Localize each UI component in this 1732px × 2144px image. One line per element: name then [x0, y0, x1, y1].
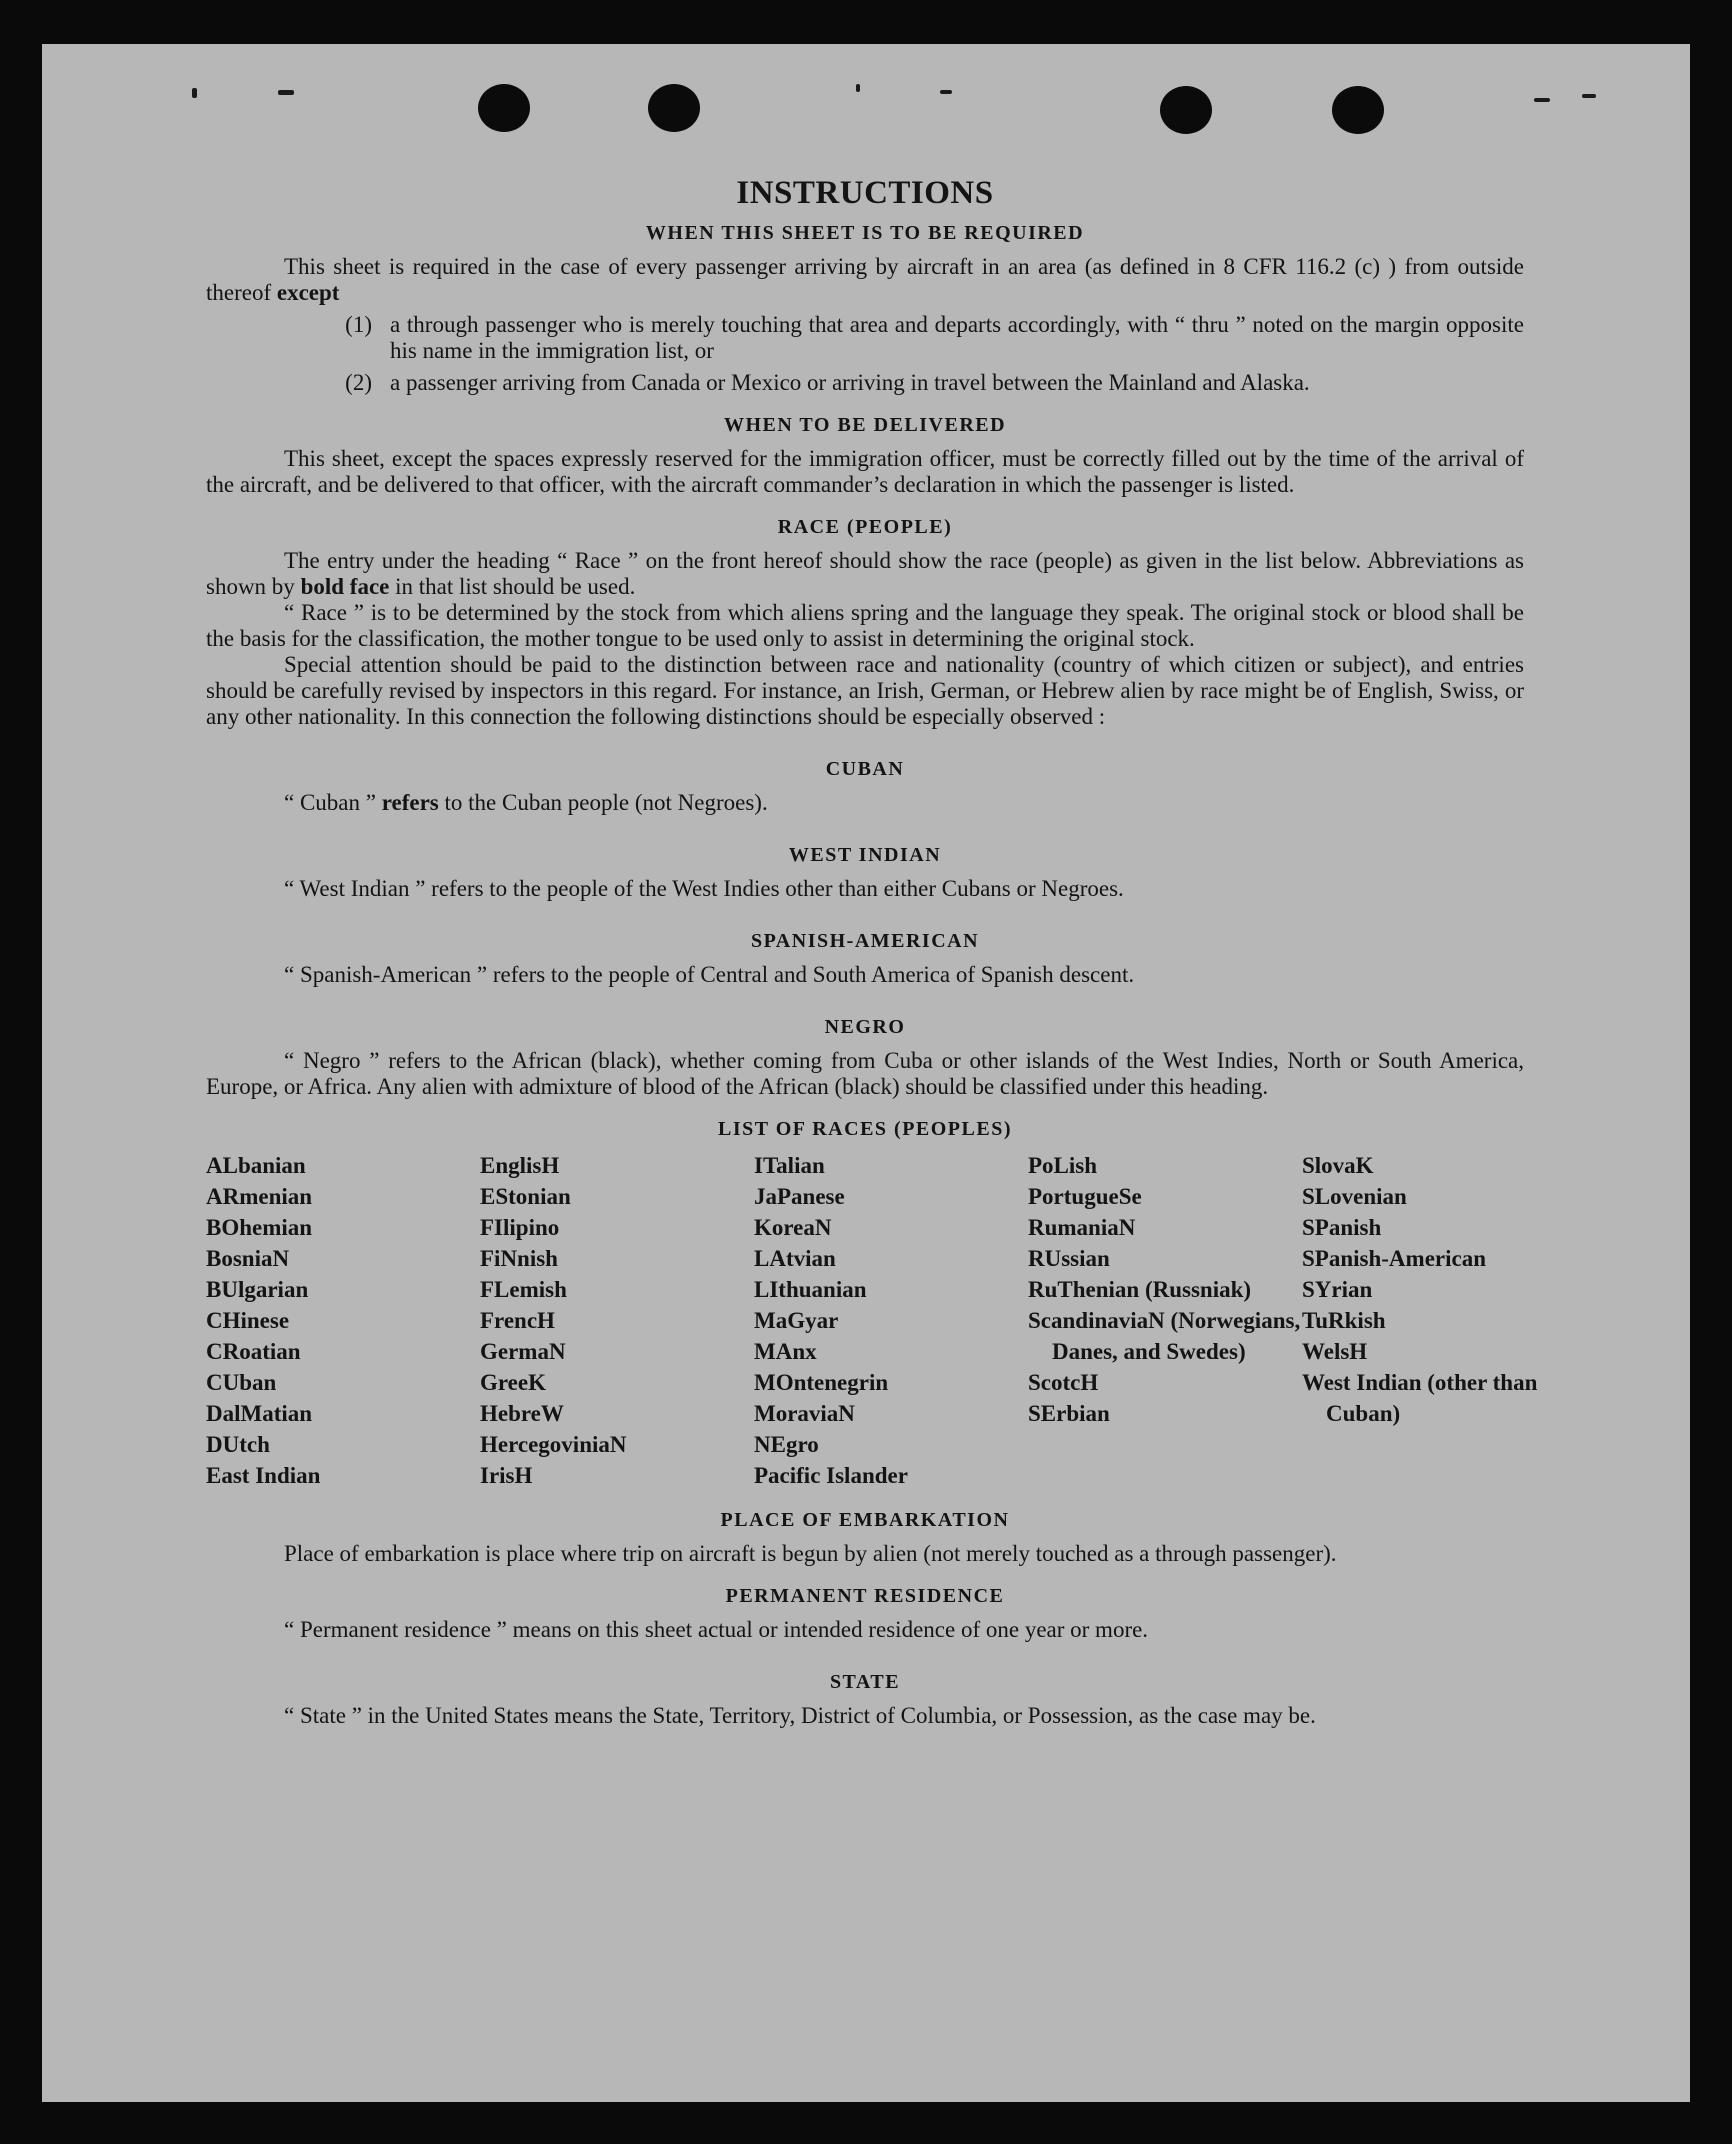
exception-item: (2) a passenger arriving from Canada or Mexico or arriving in travel between the Mainland and Alaska.: [345, 370, 1310, 395]
race-entry: Pacific Islander: [754, 1463, 908, 1488]
embarkation-text: Place of embarkation is place where trip on aircraft is begun by alien (not merely touched as a through passenger).: [284, 1541, 1337, 1566]
race-entry: KoreaN: [754, 1215, 832, 1240]
race-entry: GreeK: [480, 1370, 546, 1395]
west-indian-text: “ West Indian ” refers to the people of the West Indies other than either Cubans or Negroes.: [284, 876, 1124, 901]
race-entry: BosniaN: [206, 1246, 290, 1271]
exception-item: (1) a through passenger who is merely touching that area and departs accordingly, with “ thru ” noted on the margin opposite his name in the immigration list, or: [345, 312, 1524, 363]
race-entry: ScandinaviaN (Norwegians, Danes, and Swedes): [1028, 1308, 1301, 1364]
negro-text: “ Negro ” refers to the African (black), whether coming from Cuba or other islands of the West Indies, North or South America, Europe, or Africa. Any alien with admixture of blood of the African (black) should be classified under this heading.: [206, 1048, 1524, 1099]
race-entry: RuThenian (Russniak): [1028, 1277, 1252, 1302]
mark: [192, 88, 197, 98]
race-entry: EStonian: [480, 1184, 571, 1209]
race-entry: ARmenian: [206, 1184, 313, 1209]
race-entry: ALbanian: [206, 1153, 306, 1178]
race-entry: IrisH: [480, 1463, 533, 1488]
race-entry: MoraviaN: [754, 1401, 855, 1426]
mark: [856, 84, 860, 92]
race-entry: SYrian: [1302, 1277, 1373, 1302]
mark: [940, 90, 952, 94]
race-entry: MAnx: [754, 1339, 817, 1364]
residence-text: “ Permanent residence ” means on this sheet actual or intended residence of one year or more.: [284, 1617, 1149, 1642]
race-column: [206, 1150, 480, 1491]
race-entry: SPanish-American: [1302, 1246, 1486, 1271]
race-paragraph: “ Race ” is to be determined by the stock from which aliens spring and the language they speak. The original stock or blood shall be the basis for the classification, the mother tongue to be used only to assist in determining the original stock.: [206, 600, 1524, 651]
page-title: INSTRUCTIONS: [736, 175, 994, 211]
race-entry: DUtch: [206, 1432, 270, 1457]
race-entry: NEgro: [754, 1432, 819, 1457]
race-entry: CUban: [206, 1370, 277, 1395]
race-entry: RumaniaN: [1028, 1215, 1136, 1240]
race-entry: East Indian: [206, 1463, 321, 1488]
heading-permanent-residence: PERMANENT RESIDENCE: [725, 1585, 1005, 1607]
race-entry: FIlipino: [480, 1215, 560, 1240]
race-column: [480, 1150, 754, 1491]
spanish-american-text: “ Spanish-American ” refers to the people of Central and South America of Spanish descent.: [284, 962, 1135, 987]
race-entry: PoLish: [1028, 1153, 1098, 1178]
race-entry: West Indian (other than Cuban): [1302, 1370, 1538, 1426]
race-entry: HebreW: [480, 1401, 564, 1426]
punch-hole: [478, 84, 530, 132]
race-entry: MaGyar: [754, 1308, 839, 1333]
race-entry: CHinese: [206, 1308, 290, 1333]
race-entry: LAtvian: [754, 1246, 836, 1271]
race-entry: JaPanese: [754, 1184, 845, 1209]
race-entry: SLovenian: [1302, 1184, 1407, 1209]
race-paragraph: Special attention should be paid to the distinction between race and nationality (country of which citizen or subject), and entries should be carefully revised by inspectors in this regard. For instance, an Irish, German, or Hebrew alien by race might be of English, Swiss, or any other nationality. In this connection the following distinctions should be especially observed :: [206, 652, 1524, 729]
race-paragraph: The entry under the heading “ Race ” on the front hereof should show the race (people) as given in the list below. Abbreviations as shown by bold face in that list should be used.: [206, 548, 1524, 599]
race-entry: MOntenegrin: [754, 1370, 889, 1395]
race-entry: BOhemian: [206, 1215, 313, 1240]
race-entry: SlovaK: [1302, 1153, 1374, 1178]
race-entry: FrencH: [480, 1308, 555, 1333]
heading-when-required: WHEN THIS SHEET IS TO BE REQUIRED: [645, 222, 1085, 244]
punch-hole: [1160, 86, 1212, 134]
race-column: [1302, 1150, 1576, 1491]
required-intro: This sheet is required in the case of every passenger arriving by aircraft in an area (as defined in 8 CFR 116.2 (c) ) from outside thereof except: [206, 254, 1524, 305]
heading-place-of-embarkation: PLACE OF EMBARKATION: [720, 1509, 1010, 1531]
heading-negro: NEGRO: [824, 1016, 906, 1038]
document-page: [42, 44, 1690, 2102]
race-column: [1028, 1150, 1302, 1491]
heading-spanish-american: SPANISH-AMERICAN: [750, 930, 980, 952]
race-entry: HercegoviniaN: [480, 1432, 627, 1457]
heading-list-of-races: LIST OF RACES (PEOPLES): [717, 1118, 1012, 1140]
race-list: [206, 1150, 1538, 1491]
race-column: [754, 1150, 1028, 1491]
race-entry: WelsH: [1302, 1339, 1368, 1364]
race-entry: GermaN: [480, 1339, 566, 1364]
punch-hole: [648, 84, 700, 132]
race-entry: ITalian: [754, 1153, 825, 1178]
heading-race: RACE (PEOPLE): [777, 516, 953, 538]
race-entry: CRoatian: [206, 1339, 301, 1364]
heading-when-delivered: WHEN TO BE DELIVERED: [723, 414, 1007, 436]
race-entry: EnglisH: [480, 1153, 560, 1178]
punch-hole: [1332, 86, 1384, 134]
race-entry: DalMatian: [206, 1401, 313, 1426]
state-text: “ State ” in the United States means the State, Territory, District of Columbia, or Possession, as the case may be.: [284, 1703, 1316, 1728]
delivered-text: This sheet, except the spaces expressly reserved for the immigration officer, must be correctly filled out by the time of the arrival of the aircraft, and be delivered to that officer, with the aircraft commander’s declaration in which the passenger is listed.: [206, 446, 1524, 497]
race-entry: PortugueSe: [1028, 1184, 1142, 1209]
race-entry: LIthuanian: [754, 1277, 867, 1302]
heading-cuban: CUBAN: [825, 758, 905, 780]
race-entry: TuRkish: [1302, 1308, 1386, 1333]
mark: [1582, 94, 1596, 98]
race-entry: SErbian: [1028, 1401, 1110, 1426]
mark: [1534, 98, 1550, 102]
race-entry: ScotcH: [1028, 1370, 1099, 1395]
instructions-body: [206, 174, 1538, 1729]
cuban-text: “ Cuban ” refers to the Cuban people (not Negroes).: [284, 790, 768, 815]
race-entry: RUssian: [1028, 1246, 1110, 1271]
race-entry: SPanish: [1302, 1215, 1382, 1240]
heading-west-indian: WEST INDIAN: [788, 844, 942, 866]
race-entry: FiNnish: [480, 1246, 558, 1271]
race-entry: BUlgarian: [206, 1277, 309, 1302]
race-entry: FLemish: [480, 1277, 567, 1302]
mark: [278, 90, 294, 95]
heading-state: STATE: [829, 1671, 901, 1693]
